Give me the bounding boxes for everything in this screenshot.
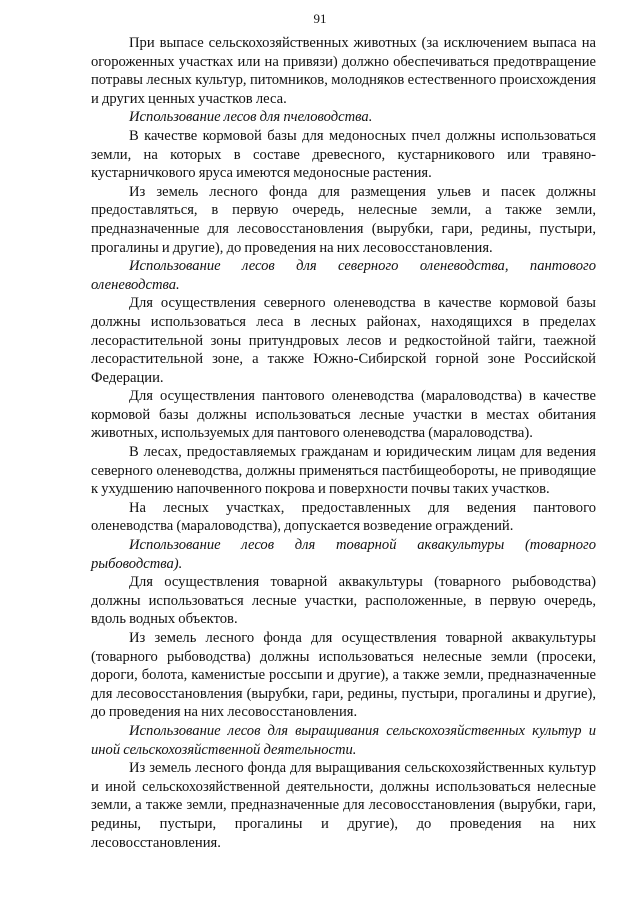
section-heading-reindeer-herding: Использование лесов для северного оленеводства, пантового оленеводства. [91,258,596,293]
paragraph-antler-deer: Для осуществления пантового оленеводства (мараловодства) в качестве кормовой базы должны использоваться лесные участки в местах обитания животных, используемых для пантового оленеводства (мараловодства). [91,388,596,442]
paragraph-fencing: На лесных участках, предоставленных для ведения пантового оленеводства (мараловодства), допускается возведение ограждений. [91,499,596,535]
page-number: 91 [313,11,327,26]
paragraph-aquaculture-land: Из земель лесного фонда для осуществления товарной аквакультуры (товарного рыбоводства) должны использоваться нелесные земли (просеки, дороги, болота, каменистые россыпи и другие), а также земли, предназначенные для лесовосстановления (вырубки, гари, редины, пустыри, прогалины и другие), до проведения на них лесовосстановления. [91,630,596,721]
document-body [91,34,596,852]
paragraph-apiary-land: Из земель лесного фонда для размещения ульев и пасек должны предоставляться, в первую очередь, нелесные земли, а также земли, предназначенные для лесовосстановления (вырубки, гари, редины, пустыри, прогалины и другие), до проведения на них лесовосстановления. [91,183,596,256]
paragraph-northern-reindeer: Для осуществления северного оленеводства в качестве кормовой базы должны использоваться леса в лесных районах, находящихся в пределах лесорастительной зоны притундровых лесов и редкостойной тайги, таежной лесорастительной зоне, а также Южно-Сибирской горной зоне Российской Федерации. [91,295,596,386]
paragraph-aquaculture-plots: Для осуществления товарной аквакультуры (товарного рыбоводства) должны использоваться лесные участки, расположенные, в первую очередь, вдоль водных объектов. [91,574,596,628]
section-heading-agriculture: Использование лесов для выращивания сельскохозяйственных культур и иной сельскохозяйственной деятельности. [91,722,596,758]
paragraph-pasture-rotation: В лесах, предоставляемых гражданам и юридическим лицам для ведения северного оленеводства, должны применяться пастбищеобороты, не приводящие к ухудшению напочвенного покрова и поверхности почвы таких участков. [91,444,596,498]
paragraph-agriculture-land: Из земель лесного фонда для выращивания сельскохозяйственных культур и иной сельскохозяйственной деятельности, должны использоваться нелесные земли, а также земли, предназначенные для лесовосстановления (вырубки, гари, редины, пустыри, прогалины и другие), до проведения на них лесовосстановления. [91,760,596,851]
section-heading-aquaculture: Использование лесов для товарной аквакультуры (товарного рыбоводства). [91,537,596,572]
section-heading-beekeeping: Использование лесов для пчеловодства. [129,109,373,126]
paragraph-livestock-grazing: При выпасе сельскохозяйственных животных (за исключением выпаса на огороженных участках или на привязи) должно обеспечиваться предотвращение потравы лесных культур, питомников, молодняков естественного происхождения и других ценных участков леса. [91,35,596,107]
paragraph-bee-forage: В качестве кормовой базы для медоносных пчел должны использоваться земли, на которых в составе древесного, кустарникового или травяно-кустарничкового яруса имеются медоносные растения. [91,127,596,182]
